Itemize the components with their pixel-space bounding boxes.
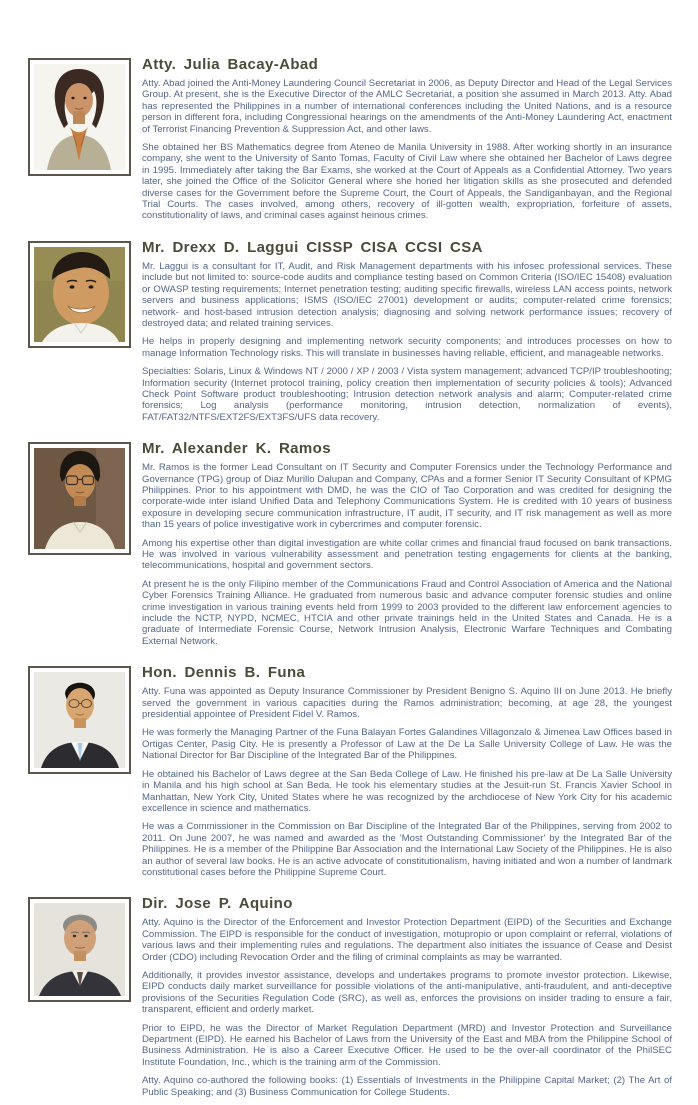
bio-paragraph: Atty. Funa was appointed as Deputy Insurance Commissioner by President Benigno S. Aquino III on June 2013. He briefly served the government in various capacities during the Ramos administration; becoming, at age 28, the youngest presidential appointee of President Fidel V. Ramos.: [142, 686, 672, 721]
speaker-name: Hon. Dennis B. Funa: [142, 664, 306, 682]
portrait-dennis-funa: [28, 666, 131, 774]
speaker-bio: [142, 239, 672, 430]
speaker-name: Atty. Julia Bacay-Abad: [142, 56, 319, 73]
bio-paragraph: Atty. Aquino is the Director of the Enforcement and Investor Protection Department (EIPD) of the Securities and Exchange Commission. The EIPD is responsible for the conduct of investigation, motupropio or upon complaint or referral, violations of various laws and their implementing rules and regulations. The department also initiates the issuance of Cease and Desist Order (CDO) including Revocation Order and the filing of criminal complaints as may be warranted.: [142, 917, 672, 963]
bio-paragraph: At present he is the only Filipino member of the Communications Fraud and Control Association of America and the National Cyber Forensics Training Alliance. He graduated from numerous basic and advance computer forensic studies and online crime investigation in various training events held from 1999 to 2003 provided to the different law enforcement agencies to include the NCTP, NYPD, NCMEC, HTCIA and other private trainings held in the United States and Canada. He is a graduate of Intermediate Forensic Course, Network Intrusion Analysis, Electronic Warfare Techniques and Combating External Network.: [142, 578, 672, 647]
speaker-section-abad: [28, 56, 672, 229]
speaker-bio: [142, 895, 672, 1105]
bio-paragraph: Mr. Laggui is a consultant for IT, Audit, and Risk Management departments with his infosec professional services. These include but not limited to: source-code audits and compliance testing based on Common Criteria (ISO/IEC 15408) evaluation or OWASP testing requirements; Internet penetration testing; auditing specific firewalls, wireless LAN access points, network servers and business applications; ISMS (ISO/IEC 27001) development or audits; computer-related crime forensics; network- and host-based intrusion detection analysis; diagnosing and solving network performance issues; recovery of destroyed data; and related training services.: [142, 260, 672, 329]
speaker-section-laggui: [28, 239, 672, 430]
speaker-bio: [142, 664, 672, 885]
portrait-jose-aquino: [28, 897, 131, 1002]
speaker-name: Mr. Drexx D. Laggui CISSP CISA CCSI CSA: [142, 238, 483, 256]
speaker-section-ramos: [28, 440, 672, 654]
bio-paragraph: Prior to EIPD, he was the Director of Market Regulation Department (MRD) and Investor Protection and Surveillance Department (EIPD). He earned his Bachelor of Laws from the University of the East and MBA from the Philippine School of Business Administration. He is also a Career Executive Officer. He used to be the over-all coordinator of the PhilSEC Institute Foundation, Inc., which is the training arm of the Commission.: [142, 1022, 672, 1068]
speaker-section-aquino: [28, 895, 672, 1105]
portrait-photo-illustration: [34, 903, 125, 996]
speaker-bio: [142, 56, 672, 229]
portrait-drexx-laggui: [28, 241, 131, 348]
bio-paragraph: Among his expertise other than digital investigation are white collar crimes and financial fraud focused on bank transactions. He was involved in various vulnerability assessment and penetration testing engagements for clients at the banking, telecommunications, hospital and government sectors.: [142, 537, 672, 572]
bio-paragraph: He obtained his Bachelor of Laws degree at the San Beda College of Law. He finished his pre-law at De La Salle University in Manila and his high school at San Beda. He took his elementary studies at the Jesuit-run St. Francis Xavier School in Manhattan, New York City, United States where he was recognized by the archdiocese of New York City for his academic excellence in science and mathematics.: [142, 768, 672, 814]
bio-paragraph: He helps in properly designing and implementing network security components; and introduces processes on how to manage Information Technology risks. This will translate in businesses having reliable, efficient, and manageable networks.: [142, 336, 672, 359]
speaker-section-funa: [28, 664, 672, 885]
bio-paragraph: Specialties: Solaris, Linux & Windows NT / 2000 / XP / 2003 / Vista system management; advanced TCP/IP troubleshooting; Information security (Internet protocol training, policy creation then implementation of security policies & tools); Advanced Check Point Software product troubleshooting; Intrusion detection network analysis and alarm; Computer-related crime forensics; Log analysis (performance monitoring, intrusion detection, normalization of events), FAT/FAT32/NTFS/EXT2FS/EXT3FS/UFS data recovery.: [142, 366, 672, 423]
speaker-name: Dir. Jose P. Aquino: [142, 895, 293, 913]
portrait-julia-bacay-abad: [28, 58, 131, 176]
bio-paragraph: Mr. Ramos is the former Lead Consultant on IT Security and Computer Forensics under the Technology Performance and Governance (TPG) group of Diaz Murillo Dalupan and Company, CPAs and a former Senior IT Security Consultant of KPMG Philippines. Prior to his appointment with DMD, he was the CIO of Tao Corporation and was credited for designing the corporate-wide inter island Unified Data and Telephony Communications System. He is credited with 10 years of business exposure in developing secure communication infrastructure, IT audit, IT security, and IT risk management as well as more than 15 years of police investigative work in cybercrimes and computer forensic.: [142, 462, 672, 531]
bio-paragraph: Atty. Aquino co-authored the following books: (1) Essentials of Investments in the Philippine Capital Market; (2) The Art of Public Speaking; and (3) Business Communication for College Students.: [142, 1075, 672, 1098]
bio-paragraph: Additionally, it provides investor assistance, develops and undertakes programs to promote investor protection. Likewise, EIPD conducts daily market surveillance for possible violations of the anti-manipulative, anti-fraudulent, and anti-deceptive provisions of the Securities Regulation Code (SRC), as well as, enforces the provisions on insider trading to ensure a fair, transparent, efficient and orderly market.: [142, 969, 672, 1016]
bio-paragraph: He was a Commissioner in the Commission on Bar Discipline of the Integrated Bar of the Philippines, serving from 2002 to 2011. On June 2007, he was named and awarded as the 'Most Outstanding Commissioner' by the Integrated Bar of the Philippines. He is a member of the Philippine Bar Association and the International Law Society of the Philippines. He is also an author of several law books. He is an active advocate of constitutionalism, having initiated and won a number of landmark constitutional cases before the Philippine Supreme Court.: [142, 821, 672, 878]
bio-paragraph: He was formerly the Managing Partner of the Funa Balayan Fortes Galandines Villagonzalo & Jimenea Law Offices based in Ortigas Center, Pasig City. He is presently a Professor of Law at the De La Salle University College of Law. He was the National Director for Bar Discipline of the Integrated Bar of the Philippines.: [142, 727, 672, 762]
portrait-photo-illustration: [34, 247, 125, 342]
speaker-name: Mr. Alexander K. Ramos: [142, 440, 331, 458]
bio-paragraph: Atty. Abad joined the Anti-Money Laundering Council Secretariat in 2006, as Deputy Director and Head of the Legal Services Group. At present, she is the Executive Director of the AMLC Secretariat, a position she assumed in March 2013. Atty. Abad has represented the Philippines in a number of international conferences including the United Nations, and is a resource person in different fora, including Congressional hearings on the amendments of the Anti-Money Laundering Act, enactment of Terrorist Financing Prevention & Suppression Act, and other laws.: [142, 78, 672, 135]
portrait-photo-illustration: [34, 672, 125, 768]
portrait-photo-illustration: [34, 64, 125, 170]
speaker-bio: [142, 440, 672, 654]
portrait-alexander-ramos: [28, 442, 131, 555]
bio-paragraph: She obtained her BS Mathematics degree from Ateneo de Manila University in 1988. After working shortly in an insurance company, she went to the University of Santo Tomas, Faculty of Civil Law where she obtained her Bachelor of Laws degree in 1995. Immediately after taking the Bar Exams, she worked at the Court of Appeals as a Confidential Attorney. Two years later, she joined the Office of the Solicitor General where she honed her litigation skills as she prosecuted and defended diverse cases for the Government before the Supreme Court, the Court of Appeals, the Sandiganbayan, and the Regional Trial Courts. The cases involved, among others, recovery of ill-gotten wealth, expropriation, forfeiture of assets, constitutionality of laws, and criminal cases against heinous crimes.: [142, 142, 672, 222]
portrait-photo-illustration: [34, 448, 125, 549]
